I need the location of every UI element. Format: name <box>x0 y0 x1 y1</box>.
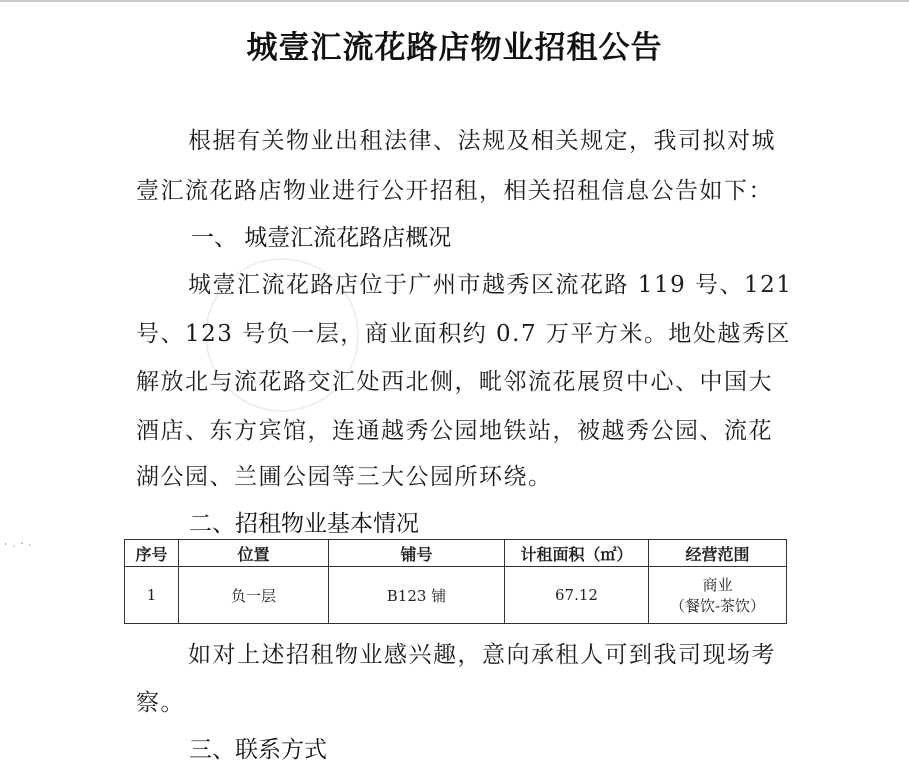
page-title: 城壹汇流花路店物业招租公告 <box>246 30 663 66</box>
top-rule <box>0 0 909 2</box>
section1-line-5: 湖公园、兰圃公园等三大公园所环绕。 <box>136 464 553 490</box>
intro-line-1: 根据有关物业出租法律、法规及相关规定，我司拟对城 <box>188 128 776 154</box>
section1-line-1: 城壹汇流花路店位于广州市越秀区流花路 119 号、121 <box>188 272 793 298</box>
cell-scope <box>649 567 787 624</box>
table-row <box>125 567 787 624</box>
section1-line-2: 号、123 号负一层，商业面积约 0.7 万平方米。地处越秀区 <box>136 321 791 347</box>
header-area: 计租面积（㎡） <box>505 540 649 567</box>
rental-property-table <box>124 539 787 624</box>
cell-area: 67.12 <box>505 567 649 624</box>
cell-location: 负一层 <box>179 567 329 624</box>
section2-heading: 二、招租物业基本情况 <box>189 511 419 537</box>
section3-heading: 三、联系方式 <box>189 737 327 763</box>
cell-seq: 1 <box>125 567 179 624</box>
cell-scope-main: 商业 <box>702 576 733 594</box>
intro-line-2: 壹汇流花路店物业进行公开招租，相关招租信息公告如下： <box>136 178 773 204</box>
table-header-row <box>125 540 787 567</box>
cell-shop-no: B123 铺 <box>329 567 505 624</box>
section2-after-line-2: 察。 <box>136 690 185 716</box>
section1-heading: 一、 城壹汇流花路店概况 <box>191 225 452 251</box>
header-location: 位置 <box>179 540 329 567</box>
header-shop-no: 铺号 <box>329 540 505 567</box>
cell-scope-sub: （餐饮-茶饮） <box>669 597 766 615</box>
section2-after-line-1: 如对上述招租物业感兴趣，意向承租人可到我司现场考 <box>188 642 776 668</box>
section1-line-3: 解放北与流花路交汇处西北侧，毗邻流花展贸中心、中国大 <box>136 369 773 395</box>
scan-noise-marks <box>0 530 40 560</box>
section1-line-4: 酒店、东方宾馆，连通越秀公园地铁站，被越秀公园、流花 <box>136 418 773 444</box>
header-seq: 序号 <box>125 540 179 567</box>
header-scope: 经营范围 <box>649 540 787 567</box>
